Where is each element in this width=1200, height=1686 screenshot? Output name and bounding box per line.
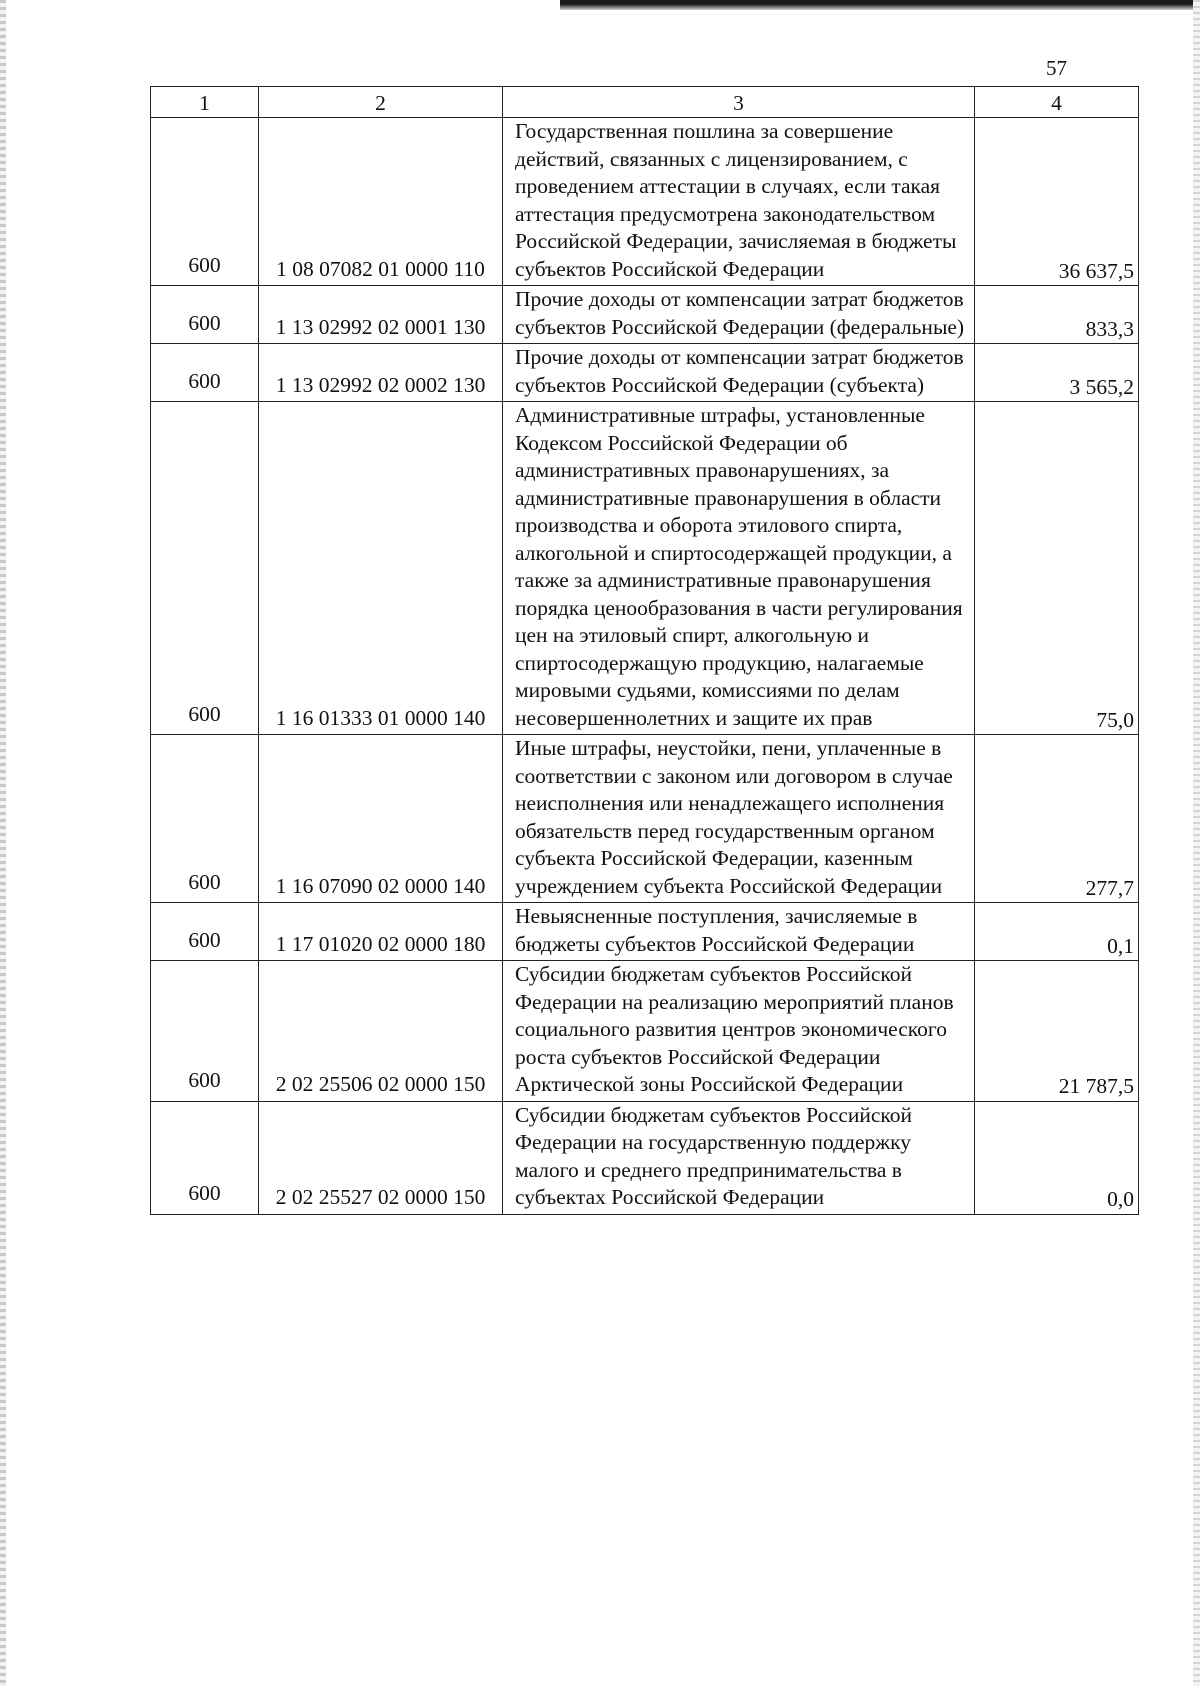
amount-cell: 75,0 [975, 402, 1139, 735]
column-header-4: 4 [975, 87, 1139, 118]
revenue-code-cell: 1 16 07090 02 0000 140 [259, 735, 503, 903]
admin-code-cell: 600 [151, 903, 259, 961]
revenue-code-cell: 2 02 25527 02 0000 150 [259, 1101, 503, 1214]
revenue-code-cell: 1 13 02992 02 0002 130 [259, 344, 503, 402]
scan-left-edge [0, 0, 6, 1686]
admin-code-cell: 600 [151, 118, 259, 286]
amount-cell: 21 787,5 [975, 961, 1139, 1102]
admin-code-cell: 600 [151, 1101, 259, 1214]
revenue-code-cell: 1 16 01333 01 0000 140 [259, 402, 503, 735]
admin-code-cell: 600 [151, 402, 259, 735]
admin-code-cell: 600 [151, 961, 259, 1102]
revenue-code-cell: 2 02 25506 02 0000 150 [259, 961, 503, 1102]
table-row [151, 903, 1139, 961]
column-header-1: 1 [151, 87, 259, 118]
revenue-code-cell: 1 13 02992 02 0001 130 [259, 286, 503, 344]
table-row [151, 735, 1139, 903]
revenue-name-cell: Невыясненные поступления, зачисляемые в бюджеты субъектов Российской Федерации [503, 903, 975, 961]
amount-cell: 277,7 [975, 735, 1139, 903]
revenue-code-cell: 1 17 01020 02 0000 180 [259, 903, 503, 961]
amount-cell: 0,0 [975, 1101, 1139, 1214]
revenue-code-cell: 1 08 07082 01 0000 110 [259, 118, 503, 286]
revenue-name-cell: Субсидии бюджетам субъектов Российской Федерации на государственную поддержку малого и среднего предпринимательства в субъектах Российской Федерации [503, 1101, 975, 1214]
admin-code-cell: 600 [151, 286, 259, 344]
amount-cell: 833,3 [975, 286, 1139, 344]
revenue-name-cell: Прочие доходы от компенсации затрат бюджетов субъектов Российской Федерации (федеральные) [503, 286, 975, 344]
scan-top-shadow [560, 0, 1200, 10]
budget-revenue-table [150, 86, 1139, 1215]
table-row [151, 286, 1139, 344]
revenue-name-cell: Субсидии бюджетам субъектов Российской Федерации на реализацию мероприятий планов социального развития центров экономического роста субъектов Российской Федерации Арктической зоны Российской Федерации [503, 961, 975, 1102]
amount-cell: 0,1 [975, 903, 1139, 961]
revenue-name-cell: Иные штрафы, неустойки, пени, уплаченные в соответствии с законом или договором в случае неисполнения или ненадлежащего исполнения обязательств перед государственным органом субъекта Российской Федерации, казенным учреждением субъекта Российской Федерации [503, 735, 975, 903]
amount-cell: 36 637,5 [975, 118, 1139, 286]
column-header-3: 3 [503, 87, 975, 118]
column-header-2: 2 [259, 87, 503, 118]
revenue-name-cell: Административные штрафы, установленные Кодексом Российской Федерации об административных правонарушениях, за административные правонарушения в области производства и оборота этилового спирта, алкогольной и спиртосодержащей продукции, а также за административные правонарушения порядка ценообразования в части регулирования цен на этиловый спирт, алкогольную и спиртосодержащую продукцию, налагаемые мировыми судьями, комиссиями по делам несовершеннолетних и защите их прав [503, 402, 975, 735]
revenue-name-cell: Государственная пошлина за совершение действий, связанных с лицензированием, с проведением аттестации в случаях, если такая аттестация предусмотрена законодательством Российской Федерации, зачисляемая в бюджеты субъектов Российской Федерации [503, 118, 975, 286]
table-header-row [151, 87, 1139, 118]
page-number: 57 [1046, 56, 1067, 80]
table-row [151, 118, 1139, 286]
table-row [151, 344, 1139, 402]
admin-code-cell: 600 [151, 344, 259, 402]
table-row [151, 1101, 1139, 1214]
scan-right-edge [1193, 0, 1200, 1686]
table-row [151, 961, 1139, 1102]
amount-cell: 3 565,2 [975, 344, 1139, 402]
table-row [151, 402, 1139, 735]
admin-code-cell: 600 [151, 735, 259, 903]
revenue-name-cell: Прочие доходы от компенсации затрат бюджетов субъектов Российской Федерации (субъекта) [503, 344, 975, 402]
